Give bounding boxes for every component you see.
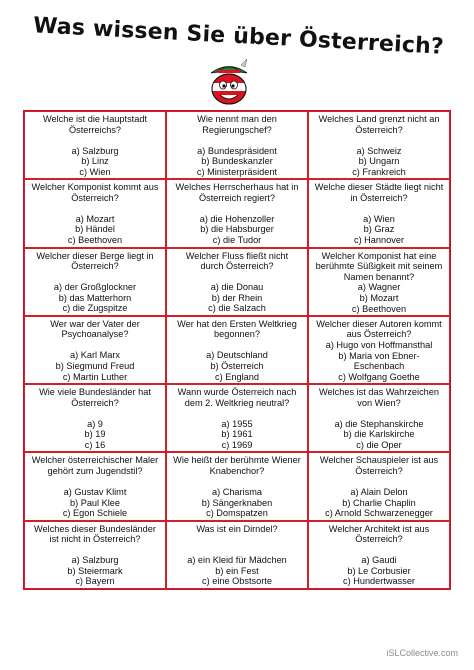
quiz-card bbox=[24, 179, 166, 247]
answer-options: a) Hugo von Hoffmansthal b) Maria von Ebner- Eschenbach c) Wolfgang Goethe bbox=[325, 340, 433, 382]
quiz-card bbox=[166, 521, 308, 589]
quiz-card bbox=[24, 111, 166, 179]
quiz-card bbox=[166, 452, 308, 520]
question-text: Welcher dieser Autoren kommt aus Österreich? bbox=[316, 318, 442, 340]
quiz-card bbox=[24, 521, 166, 589]
question-text: Wer war der Vater der Psychoanalyse? bbox=[50, 318, 140, 340]
answer-options: a) Gustav Klimt b) Paul Klee c) Egon Schiele bbox=[62, 486, 128, 519]
question-text: Wie nennt man den Regierungschef? bbox=[197, 114, 277, 135]
answer-options: a) Charisma b) Sängerknaben c) Domspatzen bbox=[201, 486, 273, 519]
answer-options: a) Alain Delon b) Charlie Chaplin c) Arnold Schwarzenegger bbox=[325, 486, 433, 519]
quiz-card bbox=[24, 248, 166, 316]
quiz-card bbox=[24, 316, 166, 384]
footer-watermark: iSLCollective.com bbox=[386, 648, 458, 658]
quiz-card bbox=[24, 384, 166, 452]
question-text: Welcher österreichischer Maler gehört zum Jugendstil? bbox=[31, 455, 159, 477]
page-title: Was wissen Sie über Österreich? bbox=[32, 13, 445, 60]
question-text: Welches Herrscherhaus hat in Österreich regiert? bbox=[175, 182, 299, 203]
answer-options: a) Mozart b) Händel c) Beethoven bbox=[67, 213, 123, 245]
question-text: Welche dieser Städte liegt nicht in Österreich? bbox=[314, 182, 444, 203]
answer-options: a) Deutschland b) Österreich c) England bbox=[206, 350, 268, 382]
quiz-card bbox=[308, 111, 450, 179]
question-text: Welcher Schauspieler ist aus Österreich? bbox=[319, 455, 439, 477]
quiz-card bbox=[308, 452, 450, 520]
question-text: Wer hat den Ersten Weltkrieg begonnen? bbox=[177, 318, 297, 340]
quiz-card bbox=[166, 316, 308, 384]
question-text: Welcher Komponist hat eine berühmte Süßigkeit mit seinem Namen benannt? bbox=[315, 250, 443, 282]
question-text: Welcher Fluss fließt nicht durch Österreich? bbox=[185, 250, 289, 272]
question-text: Wie heißt der berühmte Wiener Knabenchor? bbox=[173, 455, 301, 477]
quiz-card bbox=[308, 316, 450, 384]
answer-options: a) Wagner b) Mozart c) Beethoven bbox=[351, 282, 407, 314]
question-text: Welcher dieser Berge liegt in Österreich? bbox=[36, 250, 154, 272]
answer-options: a) Salzburg b) Linz c) Wien bbox=[71, 145, 119, 177]
question-text: Welche ist die Hauptstadt Österreichs? bbox=[42, 114, 147, 135]
answer-options: a) die Hohenzoller b) die Habsburger c) die Tudor bbox=[199, 213, 275, 245]
quiz-card bbox=[166, 248, 308, 316]
question-text: Welcher Komponist kommt aus Österreich? bbox=[31, 182, 159, 203]
quiz-card bbox=[166, 384, 308, 452]
answer-options: a) ein Kleid für Mädchen b) ein Fest c) eine Obstsorte bbox=[187, 555, 287, 587]
austrian-mascot-icon bbox=[203, 58, 255, 106]
question-text: Welches dieser Bundesländer ist nicht in Österreich? bbox=[34, 523, 156, 545]
quiz-grid bbox=[23, 110, 451, 590]
answer-options: a) Bundespräsident b) Bundeskanzler c) Ministerpräsident bbox=[196, 145, 278, 177]
answer-options: a) Gaudi b) Le Corbusier c) Hundertwasser bbox=[343, 555, 415, 587]
question-text: Welches ist das Wahrzeichen von Wien? bbox=[319, 387, 439, 408]
quiz-card bbox=[24, 452, 166, 520]
question-text: Wann wurde Österreich nach dem 2. Weltkrieg neutral? bbox=[177, 387, 297, 408]
quiz-card bbox=[308, 248, 450, 316]
answer-options: a) der Großglockner b) das Matterhorn c) die Zugspitze bbox=[53, 282, 137, 314]
quiz-card bbox=[308, 179, 450, 247]
answer-options: a) Wien b) Graz c) Hannover bbox=[353, 213, 405, 245]
quiz-card bbox=[308, 384, 450, 452]
answer-options: a) die Stephanskirche b) die Karlskirche c) die Oper bbox=[334, 418, 424, 450]
answer-options: a) 1955 b) 1961 c) 1969 bbox=[221, 418, 253, 450]
quiz-card bbox=[166, 111, 308, 179]
question-text: Welcher Architekt ist aus Österreich? bbox=[328, 523, 430, 545]
answer-options: a) Schweiz b) Ungarn c) Frankreich bbox=[352, 145, 406, 177]
question-text: Wie viele Bundesländer hat Österreich? bbox=[39, 387, 151, 408]
question-text: Was ist ein Dirndel? bbox=[196, 523, 278, 534]
answer-options: a) 9 b) 19 c) 16 bbox=[84, 418, 106, 450]
answer-options: a) Salzburg b) Steiermark c) Bayern bbox=[67, 555, 123, 587]
answer-options: a) Karl Marx b) Siegmund Freud c) Martin Luther bbox=[55, 350, 135, 382]
quiz-card bbox=[308, 521, 450, 589]
question-text: Welches Land grenzt nicht an Österreich? bbox=[318, 114, 440, 135]
answer-options: a) die Donau b) der Rhein c) die Salzach bbox=[208, 282, 266, 314]
quiz-card bbox=[166, 179, 308, 247]
